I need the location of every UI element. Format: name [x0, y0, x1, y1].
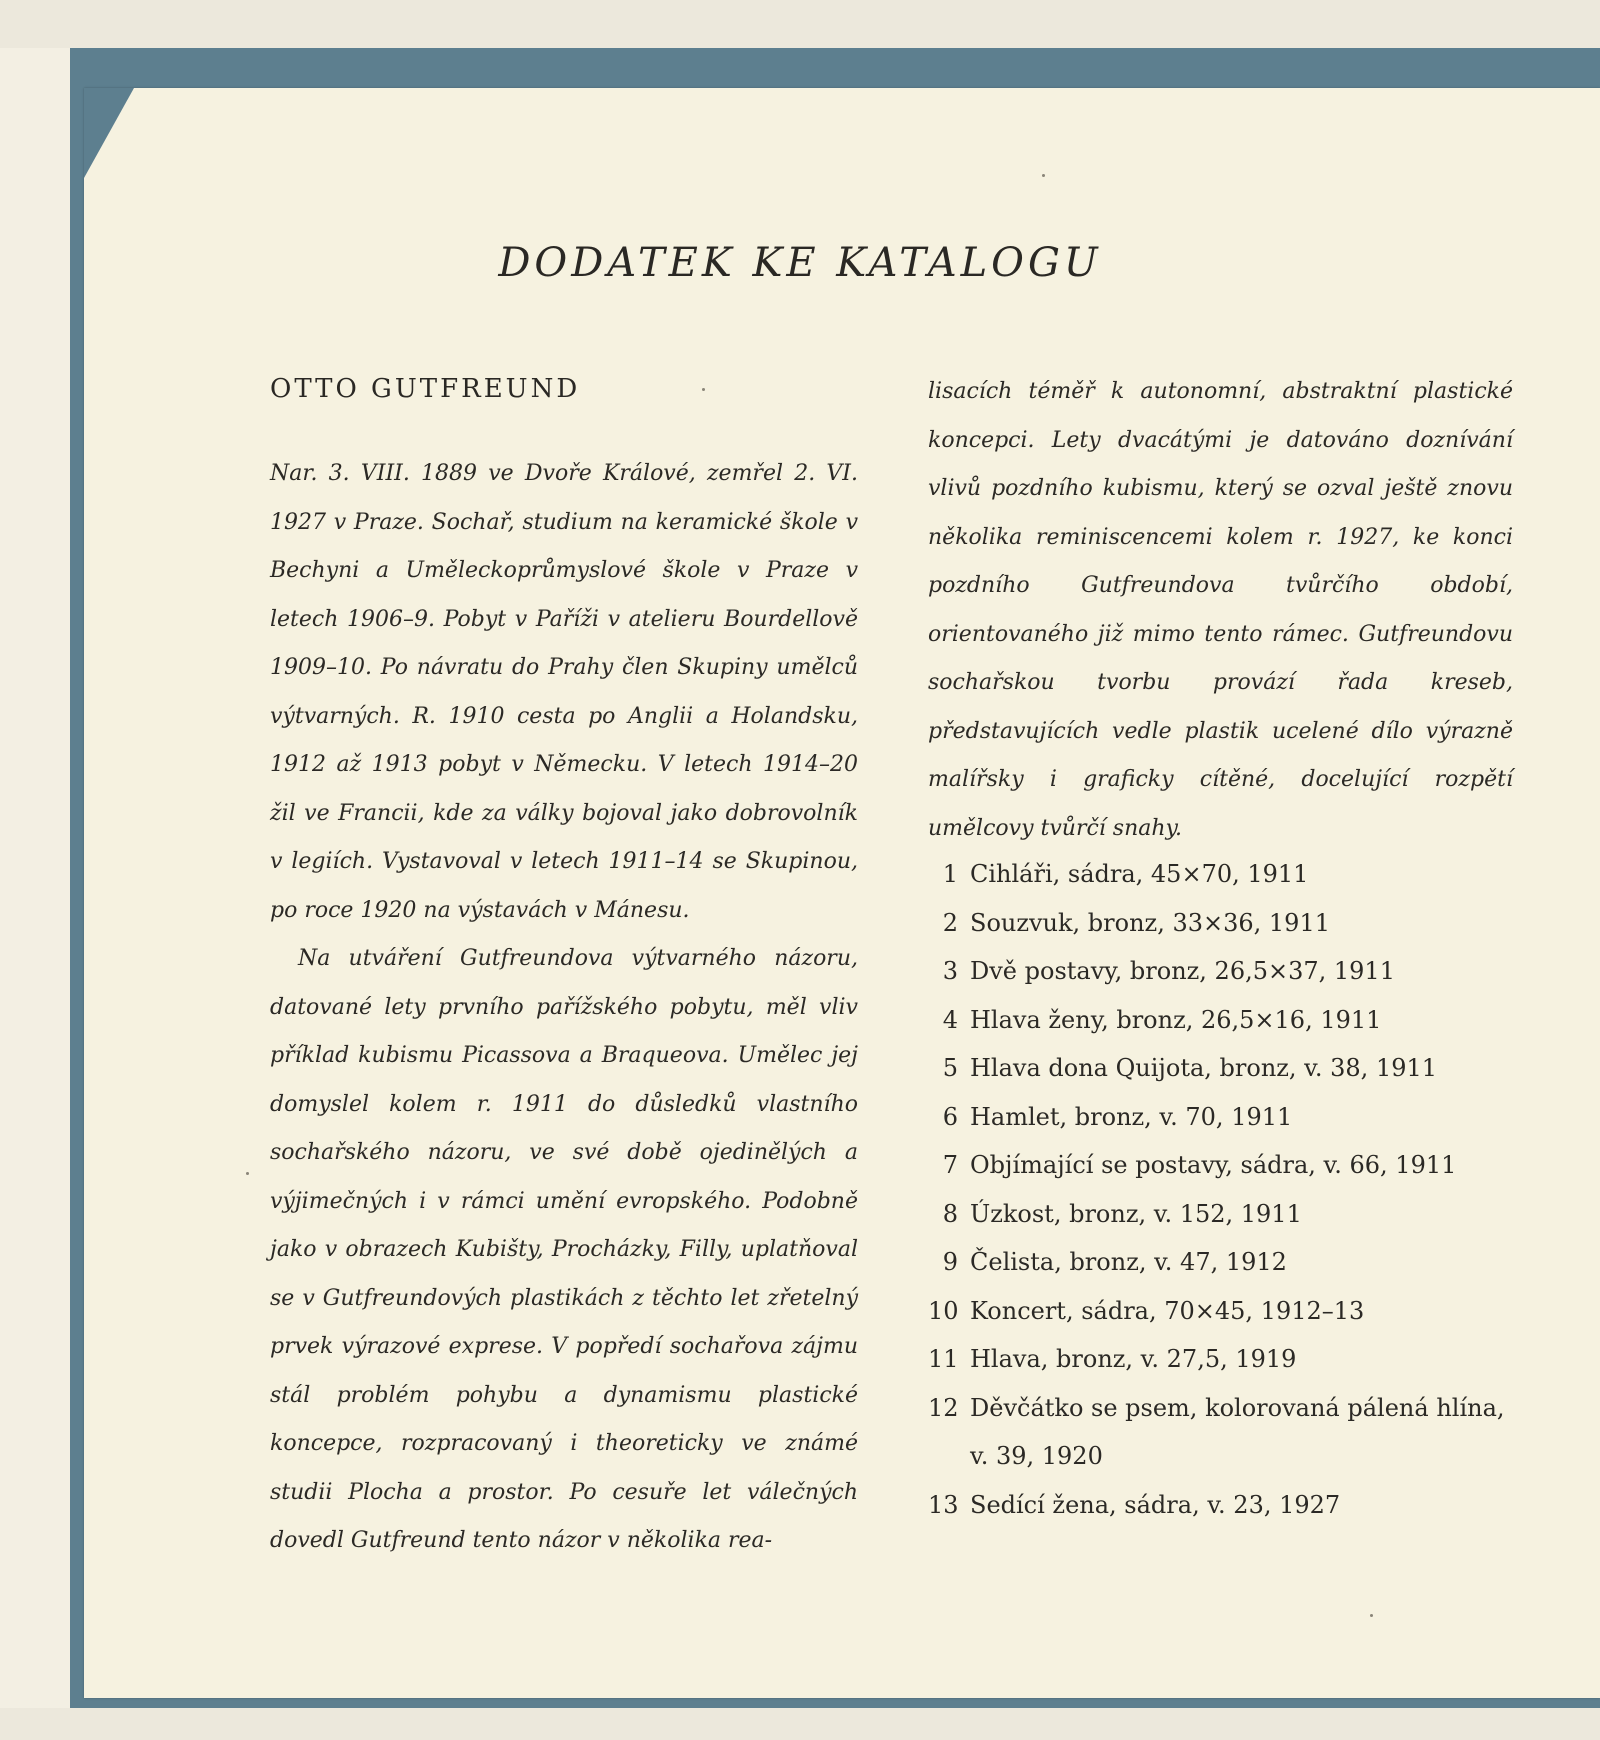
list-item — [928, 1238, 1528, 1287]
work-title: Úzkost, bronz, v. 152, 1911 — [970, 1199, 1302, 1228]
list-item — [928, 850, 1528, 899]
work-number: 3 — [942, 957, 958, 985]
work-number: 6 — [942, 1102, 958, 1131]
work-title: Hlava, bronz, v. 27,5, 1919 — [970, 1345, 1297, 1373]
list-item — [928, 947, 1528, 996]
work-title: Koncert, sádra, 70×45, 1912–13 — [970, 1296, 1365, 1325]
folded-corner — [84, 88, 134, 178]
work-title: Hamlet, bronz, v. 70, 1911 — [970, 1102, 1293, 1131]
work-title: Sedící žena, sádra, v. 23, 1927 — [970, 1490, 1341, 1519]
biography-right-column — [928, 368, 1513, 853]
list-item — [928, 1481, 1528, 1530]
biography-paragraph: Nar. 3. VIII. 1889 ve Dvoře Králové, zemřel 2. VI. 1927 v Praze. Sochař, studium na keramické škole v Bechyni a Uměleckoprůmyslové škole v Praze v letech 1906–9. Pobyt v Paříži v atelieru Bourdellově 1909–10. Po návratu do Prahy člen Skupiny umělců výtvarných. R. 1910 cesta po Anglii a Holandsku, 1912 až 1913 pobyt v Německu. V letech 1914–20 žil ve Francii, kde za války bojoval jako dobrovolník v legiích. Vystavoval v letech 1911–14 se Skupinou, po roce 1920 na výstavách v Mánesu. — [270, 461, 858, 923]
work-title: Čelista, bronz, v. 47, 1912 — [970, 1248, 1287, 1276]
page-title: DODATEK KE KATALOGU — [498, 240, 1102, 286]
list-item — [928, 1044, 1528, 1093]
work-title: Dvě postavy, bronz, 26,5×37, 1911 — [970, 957, 1395, 985]
work-title: Děvčátko se psem, kolorovaná pálená hlína, v. 39, 1920 — [970, 1393, 1505, 1470]
list-item — [928, 1335, 1528, 1384]
biography-left-column — [270, 450, 858, 1566]
work-number: 12 — [928, 1393, 959, 1422]
author-name: OTTO GUTFREUND — [270, 374, 581, 404]
left-page-edge — [0, 48, 72, 1708]
work-number: 4 — [942, 1005, 958, 1034]
work-number: 10 — [928, 1296, 959, 1325]
work-number: 2 — [942, 908, 958, 937]
list-item — [928, 1384, 1528, 1481]
work-number: 1 — [942, 860, 958, 888]
work-title: Hlava ženy, bronz, 26,5×16, 1911 — [970, 1005, 1382, 1034]
paper-speck — [1370, 1614, 1373, 1617]
work-number: 13 — [928, 1490, 959, 1519]
biography-paragraph: lisacích téměř k autonomní, abstraktní plastické koncepci. Lety dvacátými je datováno doznívání vlivů pozdního kubismu, který se ozval ještě znovu několika reminiscencemi kolem r. 1927, ke konci pozdního Gutfreundova tvůrčího období, orientovaného již mimo tento rámec. Gutfreundovu sochařskou tvorbu provází řada kreseb, představujících vedle plastik ucelené dílo výrazně malířsky i graficky cítěné, docelující rozpětí umělcovy tvůrčí snahy. — [928, 379, 1513, 841]
work-title: Souzvuk, bronz, 33×36, 1911 — [970, 908, 1330, 937]
work-title: Cihláři, sádra, 45×70, 1911 — [970, 860, 1309, 888]
work-number: 5 — [942, 1054, 958, 1082]
list-item — [928, 899, 1528, 948]
list-item — [928, 1093, 1528, 1142]
work-title: Hlava dona Quijota, bronz, v. 38, 1911 — [970, 1054, 1438, 1082]
list-item — [928, 1141, 1528, 1190]
biography-paragraph: Na utváření Gutfreundova výtvarného názoru, datované lety prvního pařížského pobytu, měl vliv příklad kubismu Picassova a Braqueova. Umělec jej domyslel kolem r. 1911 do důsledků vlastního sochařského názoru, ve své době ojedinělých a výjimečných i v rámci umění evropského. Podobně jako v obrazech Kubišty, Procházky, Filly, uplatňoval se v Gutfreundových plastikách z těchto let zřetelný prvek výrazové exprese. V popředí sochařova zájmu stál problém pohybu a dynamismu plastické koncepce, rozpracovaný i theoreticky ve známé studii Plocha a prostor. Po cesuře let válečných dovedl Gutfreund tento názor v několika rea- — [270, 946, 858, 1553]
paper-speck — [246, 1172, 249, 1175]
works-list — [928, 850, 1528, 1529]
list-item — [928, 1190, 1528, 1239]
work-number: 9 — [942, 1248, 958, 1276]
paper-speck — [1042, 174, 1045, 177]
work-number: 11 — [928, 1345, 959, 1373]
paper-speck — [702, 388, 705, 391]
work-number: 8 — [942, 1199, 958, 1228]
list-item — [928, 1287, 1528, 1336]
work-title: Objímající se postavy, sádra, v. 66, 1911 — [970, 1151, 1457, 1179]
work-number: 7 — [942, 1151, 958, 1179]
list-item — [928, 996, 1528, 1045]
